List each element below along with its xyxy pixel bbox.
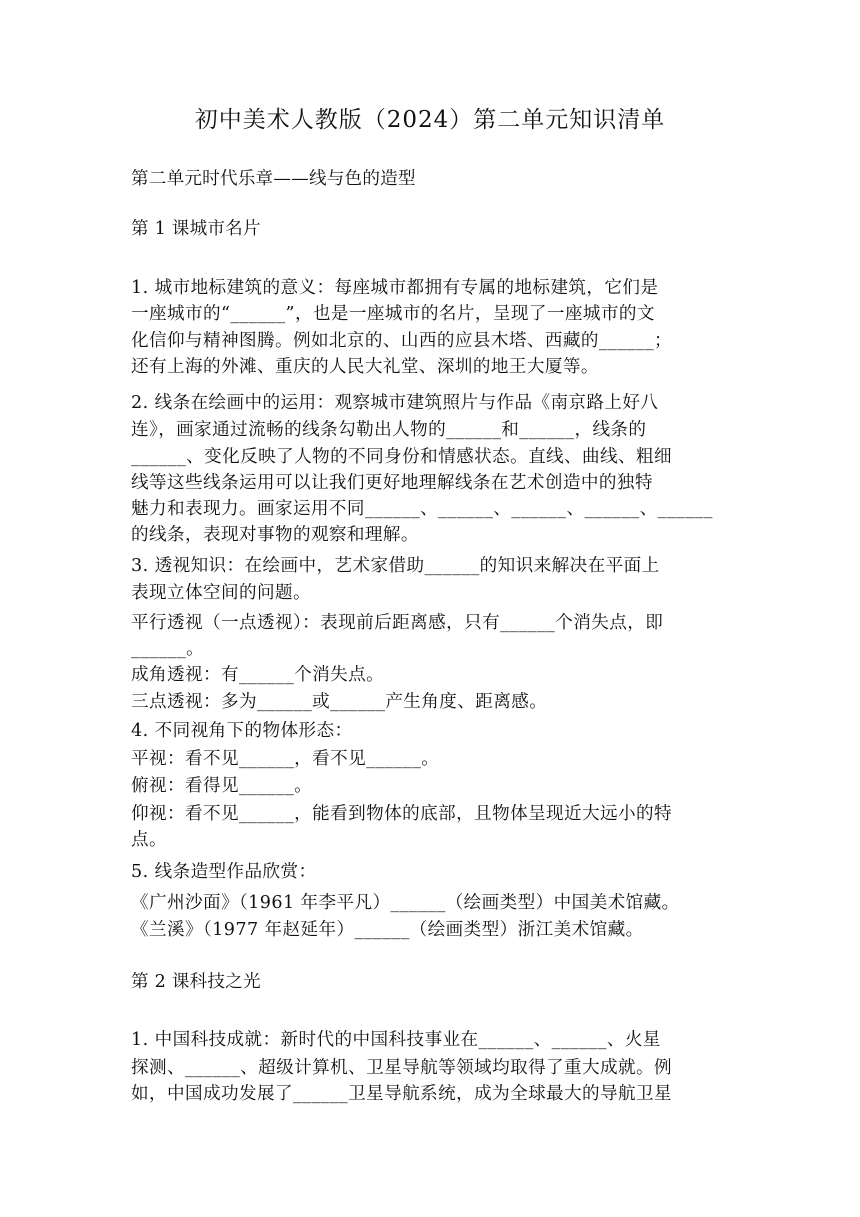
paragraph-line: ______。: [131, 639, 205, 659]
document-title: 初中美术人教版（2024）第二单元知识清单: [194, 107, 666, 133]
paragraph-line: 三点透视：多为______或______产生角度、距离感。: [131, 692, 548, 712]
paragraph-line: 如，中国成功发展了______卫星导航系统，成为全球最大的导航卫星: [131, 1084, 673, 1104]
paragraph-line: 《兰溪》（1977 年赵延年）______（绘画类型）浙江美术馆藏。: [131, 920, 644, 940]
paragraph-line: 连》，画家通过流畅的线条勾勒出人物的______和______，线条的: [131, 420, 647, 440]
paragraph-line: 平视：看不见______，看不见______。: [131, 749, 440, 769]
paragraph-line: 1. 城市地标建筑的意义：每座城市都拥有专属的地标建筑，它们是: [131, 278, 659, 298]
paragraph-line: 表现立体空间的问题。: [131, 583, 311, 603]
paragraph-line: 探测、______、超级计算机、卫星导航等领域均取得了重大成就。例: [131, 1058, 673, 1078]
paragraph-line: 4. 不同视角下的物体形态：: [131, 721, 353, 741]
lesson-1-heading: 第 1 课城市名片: [131, 219, 261, 239]
paragraph-line: 平行透视（一点透视）：表现前后距离感，只有______个消失点，即: [131, 613, 664, 633]
unit-heading: 第二单元时代乐章——线与色的造型: [131, 169, 416, 189]
paragraph-line: 5. 线条造型作品欣赏：: [131, 862, 317, 882]
paragraph-line: 《广州沙面》（1961 年李平凡）______（绘画类型）中国美术馆藏。: [131, 893, 680, 913]
paragraph-line: ______、变化反映了人物的不同身份和情感状态。直线、曲线、粗细: [131, 447, 673, 467]
lesson-2-heading: 第 2 课科技之光: [131, 972, 261, 992]
paragraph-line: 一座城市的“______”，也是一座城市的名片，呈现了一座城市的文: [131, 304, 655, 324]
paragraph-line: 的线条，表现对事物的观察和理解。: [131, 525, 419, 545]
paragraph-line: 化信仰与精神图腾。例如北京的、山西的应县木塔、西藏的______；: [131, 331, 673, 351]
paragraph-line: 线等这些线条运用可以让我们更好地理解线条在艺术创造中的独特: [131, 473, 653, 493]
paragraph-line: 成角透视：有______个消失点。: [131, 665, 385, 685]
paragraph-line: 点。: [131, 830, 167, 850]
paragraph-line: 仰视：看不见______，能看到物体的底部，且物体呈现近大远小的特: [131, 804, 673, 824]
paragraph-line: 还有上海的外滩、重庆的人民大礼堂、深圳的地王大厦等。: [131, 357, 599, 377]
paragraph-line: 魅力和表现力。画家运用不同______、______、______、______、______: [131, 499, 713, 519]
paragraph-line: 3. 透视知识：在绘画中，艺术家借助______的知识来解决在平面上: [131, 556, 660, 576]
paragraph-line: 2. 线条在绘画中的运用：观察城市建筑照片与作品《南京路上好八: [131, 393, 659, 413]
paragraph-line: 俯视：看得见______。: [131, 776, 313, 796]
paragraph-line: 1. 中国科技成就：新时代的中国科技事业在______、______、火星: [131, 1030, 661, 1050]
